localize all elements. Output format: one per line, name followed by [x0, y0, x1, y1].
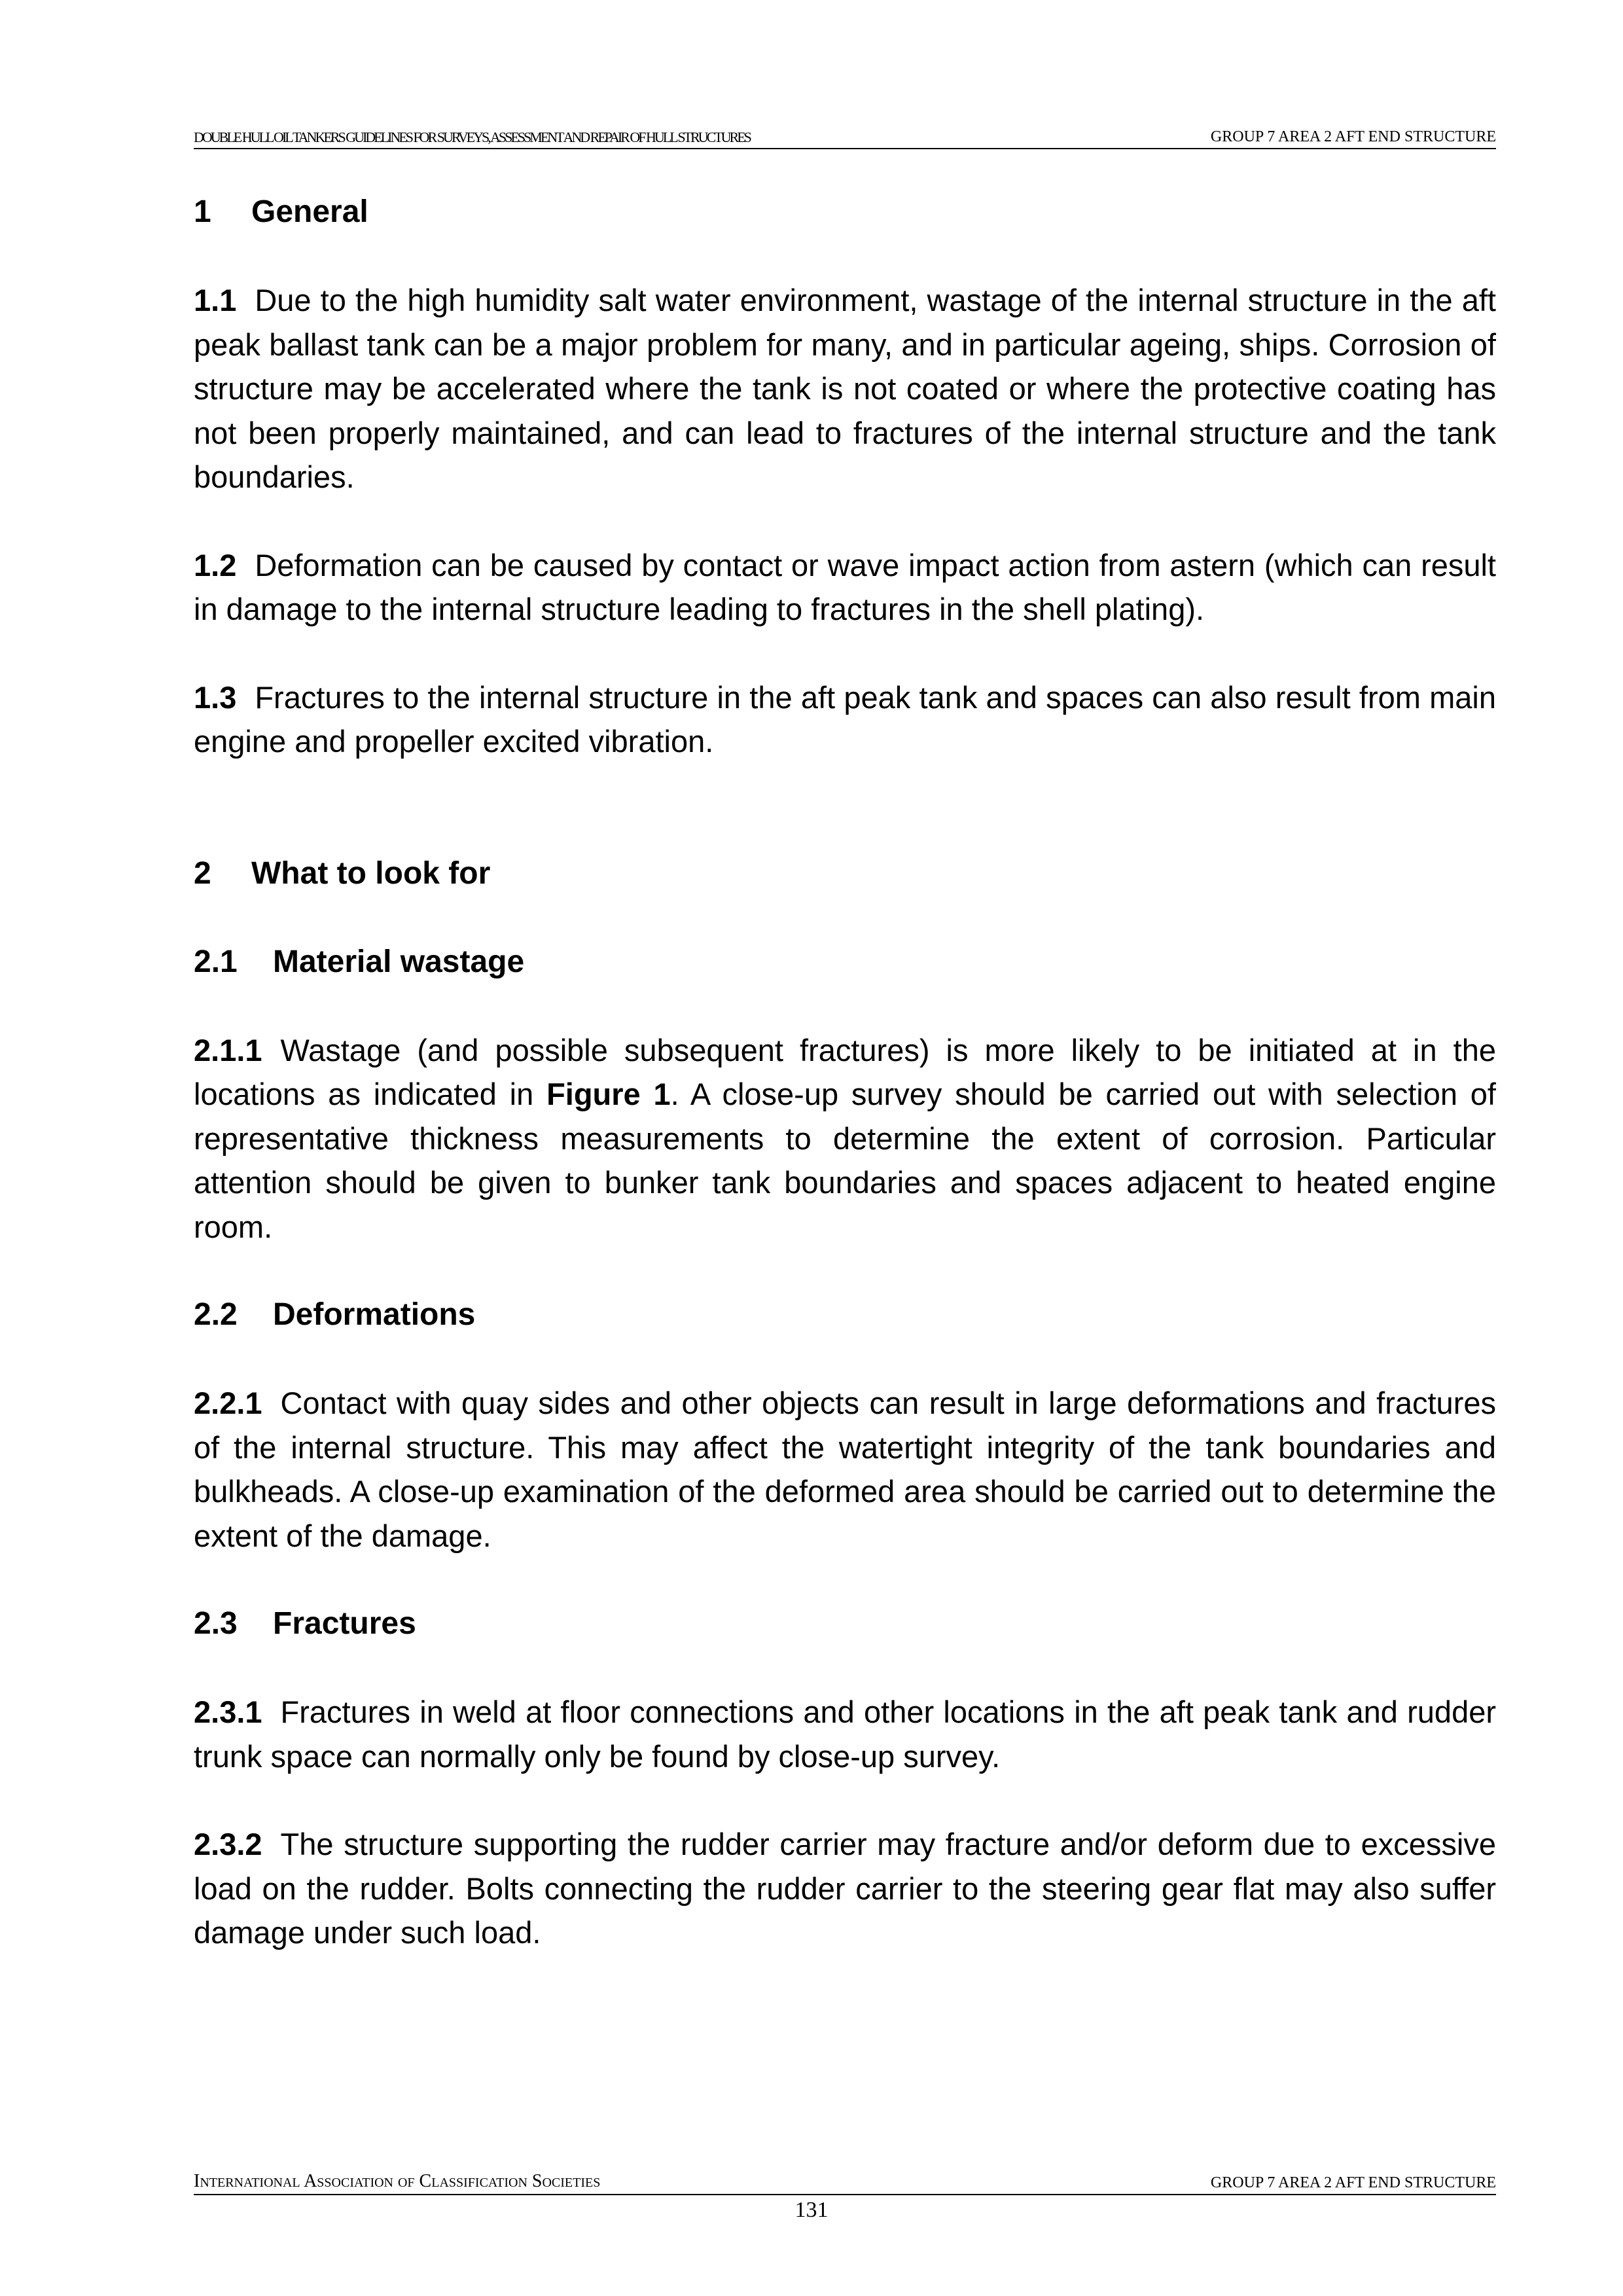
page-number: 131	[794, 2198, 829, 2222]
paragraph-number: 2.1.1	[194, 1032, 262, 1067]
paragraph-text: Contact with quay sides and other objects can result in large deformations and fractures of the internal structure. This may affect the watertight integrity of the tank boundaries and bulkheads. A close-up examination of the deformed area should be carried out to determine the extent of the damage.	[194, 1386, 1496, 1553]
subsection-number: 2.1	[194, 944, 238, 979]
footer-section-title: GROUP 7 AREA 2 AFT END STRUCTURE	[1210, 2174, 1496, 2191]
paragraph-number: 2.3.2	[194, 1827, 262, 1861]
paragraph-text: Deformation can be caused by contact or wave impact action from astern (which can result in damage to the internal structure leading to fractures in the shell plating).	[194, 547, 1496, 626]
subsection-title: Material wastage	[273, 944, 525, 979]
page-footer	[194, 2172, 1496, 2195]
paragraph-text: The structure supporting the rudder carrier may fracture and/or deform due to excessive load on the rudder. Bolts connecting the rudder carrier to the steering gear flat may also suffer damage under such load.	[194, 1827, 1496, 1950]
section-heading-general	[194, 190, 1496, 234]
paragraph-text: Due to the high humidity salt water environment, wastage of the internal structure in the aft peak ballast tank can be a major problem for many, and in particular ageing, ships. Corrosion of structure may be accelerated where the tank is not coated or where the protective coating has not been properly maintained, and can lead to fractures of the internal structure and the tank boundaries.	[194, 283, 1496, 494]
section-heading-what-to-look-for	[194, 852, 1496, 896]
subsection-heading-deformations	[194, 1293, 1496, 1337]
paragraph-number: 2.2.1	[194, 1386, 262, 1420]
paragraph-2-1-1	[194, 1028, 1496, 1249]
header-section-title: GROUP 7 AREA 2 AFT END STRUCTURE	[1210, 128, 1496, 145]
subsection-title: Fractures	[273, 1606, 416, 1641]
paragraph-number: 1.3	[194, 679, 237, 715]
paragraph-number: 2.3.1	[194, 1695, 262, 1729]
subsection-number: 2.2	[194, 1297, 238, 1332]
section-number: 1	[194, 194, 211, 229]
paragraph-number: 1.2	[194, 547, 237, 583]
subsection-heading-material-wastage	[194, 940, 1496, 984]
subsection-heading-fractures	[194, 1602, 1496, 1646]
section-title: What to look for	[251, 855, 491, 891]
document-body	[194, 190, 1496, 1955]
header-document-title: DOUBLE HULL OIL TANKERS GUIDELINES FOR SURVEYS, ASSESSMENT AND REPAIR OF HULL STRUCTURES	[194, 129, 750, 145]
paragraph-text: Fractures in weld at floor connections and other locations in the aft peak tank and rudder trunk space can normally only be found by close-up survey.	[194, 1695, 1496, 1774]
subsection-title: Deformations	[273, 1297, 476, 1332]
paragraph-text-continued: . A close-up survey should be carried out with selection of representative thickness measurements to determine the extent of corrosion. Particular attention should be given to bunker tank boundaries and spaces adjacent to heated engine room.	[194, 1077, 1496, 1244]
section-number: 2	[194, 855, 211, 891]
paragraph-2-3-1	[194, 1690, 1496, 1778]
paragraph-2-2-1	[194, 1381, 1496, 1558]
paragraph-text: Fractures to the internal structure in the aft peak tank and spaces can also result from main engine and propeller excited vibration.	[194, 679, 1496, 759]
paragraph-number: 1.1	[194, 283, 237, 317]
paragraph-1-1	[194, 278, 1496, 499]
footer-organization: International Association of Classification Societies	[194, 2171, 601, 2191]
section-title: General	[251, 194, 368, 229]
paragraph-text: Wastage (and possible subsequent fractures) is more likely to be initiated at in the locations as indicated in	[194, 1032, 1496, 1111]
subsection-number: 2.3	[194, 1606, 238, 1641]
paragraph-2-3-2	[194, 1822, 1496, 1955]
figure-reference: Figure 1	[546, 1077, 671, 1111]
paragraph-1-3	[194, 675, 1496, 764]
paragraph-1-2	[194, 543, 1496, 632]
page-header	[194, 128, 1496, 149]
